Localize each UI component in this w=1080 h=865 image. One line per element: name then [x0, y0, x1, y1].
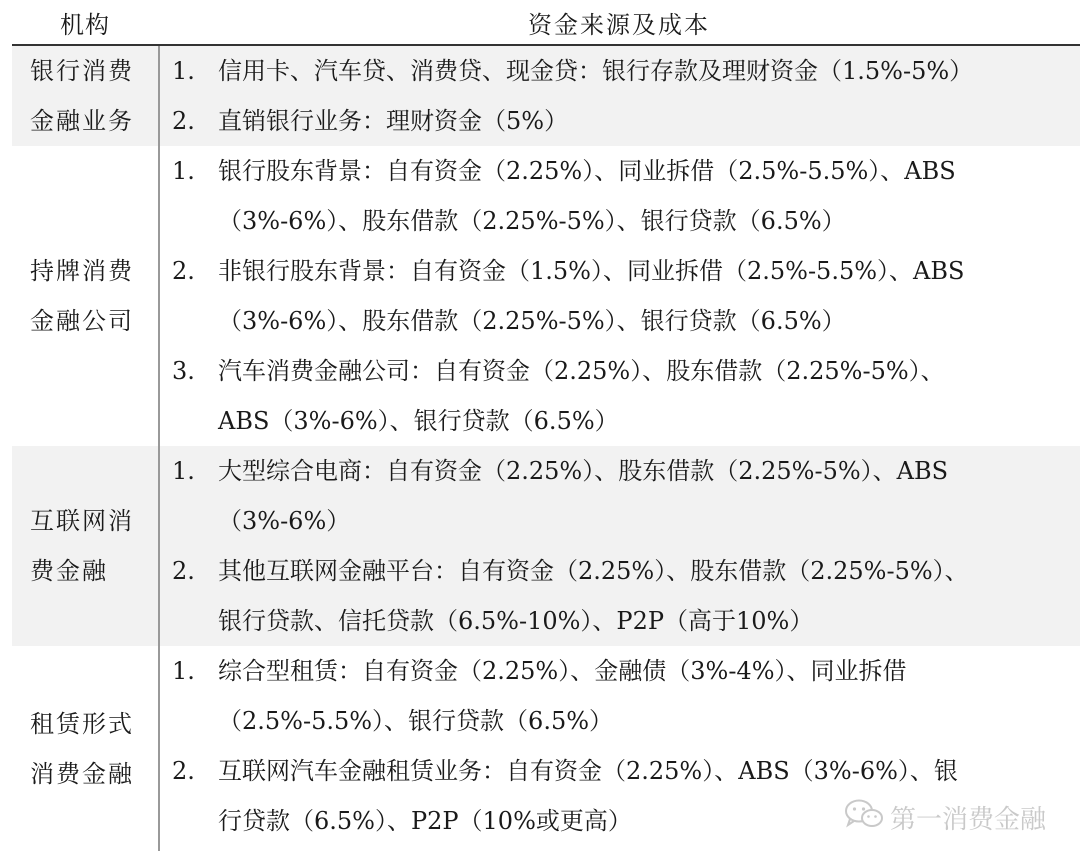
institution-name-line: 消费金融 — [30, 759, 134, 788]
item-number: 1. — [172, 157, 195, 185]
institution-name-line: 费金融 — [30, 557, 108, 585]
table-row — [12, 46, 1080, 146]
item-continuation: 行贷款（6.5%）、P2P（10%或更高） — [218, 807, 632, 835]
item-text: 信用卡、汽车贷、消费贷、现金贷：银行存款及理财资金（1.5%-5%） — [218, 57, 974, 85]
item-number: 2. — [172, 107, 195, 135]
item-text: 大型综合电商：自有资金（2.25%）、股东借款（2.25%-5%）、ABS — [218, 457, 949, 485]
funding-cell — [160, 146, 1080, 446]
item-text: 综合型租赁：自有资金（2.25%）、金融债（3%-4%）、同业拆借 — [218, 657, 907, 685]
item-number: 1. — [172, 657, 195, 685]
list-item — [172, 246, 1080, 296]
table-row — [12, 146, 1080, 446]
item-continuation: （2.5%-5.5%）、银行贷款（6.5%） — [218, 707, 614, 735]
institution-name-line: 银行消费 — [30, 57, 134, 85]
item-continuation: ABS（3%-6%）、银行贷款（6.5%） — [218, 407, 619, 435]
list-item — [172, 146, 1080, 196]
institution-name-line: 金融公司 — [30, 307, 134, 335]
item-text: 汽车消费金融公司：自有资金（2.25%）、股东借款（2.25%-5%）、 — [218, 357, 945, 385]
table-row — [12, 446, 1080, 646]
institution-name-line: 持牌消费 — [30, 257, 134, 285]
list-item — [172, 96, 1080, 146]
item-number: 1. — [172, 457, 195, 485]
institution-name-line: 互联网消 — [30, 507, 134, 535]
item-number: 2. — [172, 557, 195, 585]
item-continuation: （3%-6%）、股东借款（2.25%-5%）、银行贷款（6.5%） — [218, 207, 846, 235]
funding-cell — [160, 46, 1080, 146]
header-funding-source: 资金来源及成本 — [528, 10, 710, 39]
funding-table — [12, 0, 1080, 851]
list-item — [172, 346, 1080, 396]
item-continuation: （3%-6%）、股东借款（2.25%-5%）、银行贷款（6.5%） — [218, 307, 846, 335]
item-text: 非银行股东背景：自有资金（1.5%）、同业拆借（2.5%-5.5%）、ABS — [218, 257, 965, 285]
item-text: 银行股东背景：自有资金（2.25%）、同业拆借（2.5%-5.5%）、ABS — [218, 157, 956, 185]
item-text: 互联网汽车金融租赁业务：自有资金（2.25%）、ABS（3%-6%）、银 — [218, 757, 958, 785]
item-number: 3. — [172, 357, 195, 385]
item-text: 其他互联网金融平台：自有资金（2.25%）、股东借款（2.25%-5%）、 — [218, 557, 969, 585]
institution-name-line: 租赁形式 — [30, 709, 134, 738]
item-text: 直销银行业务：理财资金（5%） — [218, 107, 569, 135]
institution-cell — [12, 446, 160, 646]
institution-cell — [12, 646, 160, 851]
institution-cell — [12, 46, 160, 146]
item-continuation: 银行贷款、信托贷款（6.5%-10%）、P2P（高于10%） — [218, 607, 814, 635]
item-number: 2. — [172, 257, 195, 285]
header-institution: 机构 — [60, 10, 110, 39]
list-item — [172, 446, 1080, 496]
institution-name-line: 金融业务 — [30, 107, 134, 135]
list-item — [172, 546, 1080, 596]
list-item — [172, 46, 1080, 96]
list-item — [172, 646, 1080, 696]
table-header — [12, 0, 1080, 46]
wechat-icon — [844, 798, 884, 837]
list-item — [172, 746, 1080, 796]
watermark — [844, 798, 1046, 837]
institution-cell — [12, 146, 160, 446]
watermark-text: 第一消费金融 — [889, 805, 1046, 835]
item-number: 2. — [172, 757, 195, 785]
funding-cell — [160, 446, 1080, 646]
item-number: 1. — [172, 57, 195, 85]
item-continuation: （3%-6%） — [218, 507, 351, 535]
